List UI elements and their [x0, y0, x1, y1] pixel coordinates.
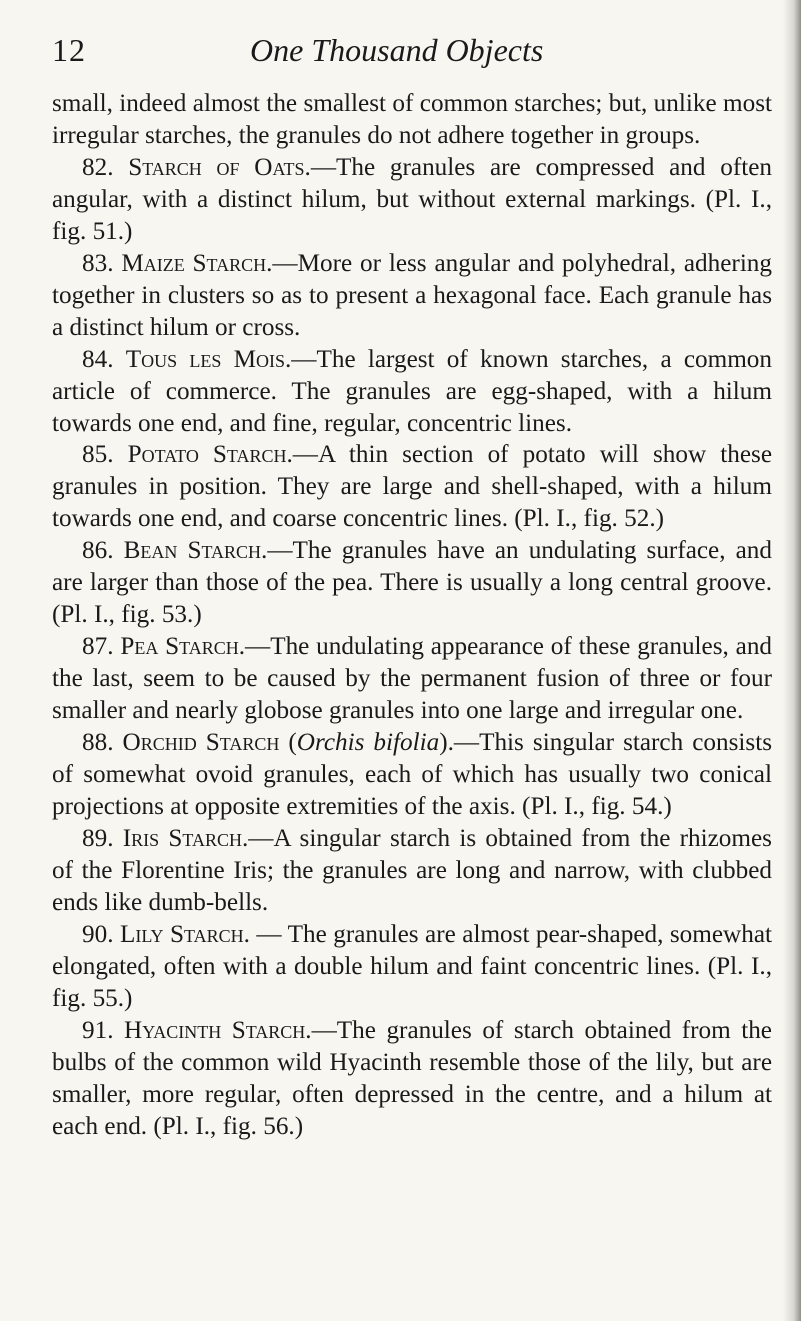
paragraph [52, 727, 772, 823]
paragraph [52, 248, 772, 344]
paragraph-text: .—The granules are compressed and often angular, with a distinct hilum, but without external markings. (Pl. I., fig. 51.) [52, 153, 772, 245]
paragraph-text: .—A thin section of potato will show these granules in position. They are large and shell-shaped, with a hilum towards one end, and coarse concentric lines. (Pl. I., fig. 52.) [52, 441, 772, 533]
paragraph-text: 86. [82, 537, 124, 565]
paragraph-text: .—A singular starch is obtained from the rhizomes of the Florentine Iris; the granules are long and narrow, with clubbed ends like dumb-bells. [52, 824, 772, 916]
paragraph-text: . — The granules are almost pear-shaped, somewhat elongated, often with a double hilum and faint concentric lines. (Pl. I., fig. 55.) [52, 920, 773, 1012]
paragraph [52, 152, 772, 248]
entry-heading: Iris Starch [122, 824, 242, 852]
paragraph [52, 88, 772, 152]
paragraph-text: .—More or less angular and polyhedral, adhering together in clusters so as to present a hexagonal face. Each granule has a distinct hilum or cross. [52, 249, 772, 341]
paragraph [52, 535, 772, 631]
paragraph-text: .—The undulating appearance of these granules, and the last, seem to be caused by the permanent fusion of three or four smaller and nearly globose granules into one large and irregular one. [52, 633, 773, 725]
page-edge-shadow [783, 0, 801, 1321]
paragraph-text: ( [279, 729, 297, 757]
paragraph-text: small, indeed almost the smallest of common starches; but, unlike most irregular starches, the granules do not adhere together in groups. [52, 90, 772, 149]
paragraph-text: .—The granules of starch obtained from the bulbs of the common wild Hyacinth resemble those of the lily, but are smaller, more regular, often depressed in the centre, and a hilum at each end. (Pl. I., fig. 56.) [52, 1016, 772, 1140]
paragraph-text: .—The largest of known starches, a common article of commerce. The granules are egg-shaped, with a hilum towards one end, and fine, regular, concentric lines. [52, 345, 772, 437]
entry-heading: Starch of Oats [128, 153, 305, 181]
paragraph-text: 90. [82, 920, 120, 948]
entry-heading: Potato Starch [127, 441, 287, 469]
body-text [52, 88, 772, 1142]
paragraph [52, 919, 772, 1015]
paragraph [52, 631, 772, 727]
entry-heading: Hyacinth Starch [124, 1016, 306, 1044]
paragraph-text: 82. [82, 153, 129, 181]
paragraph-text: 84. [82, 345, 126, 373]
paragraph [52, 344, 772, 440]
page-number: 12 [52, 32, 86, 68]
paragraph [52, 823, 772, 919]
paragraph-text: .—The granules have an undulating surface, and are larger than those of the pea. There is usually a long central groove. (Pl. I., fig. 53.) [52, 537, 772, 629]
paragraph-text: 85. [82, 441, 128, 469]
paragraph [52, 439, 772, 535]
paragraph-text: 88. [82, 729, 123, 757]
entry-heading: Lily Starch [119, 920, 244, 948]
entry-heading: Pea Starch [120, 633, 239, 661]
entry-heading: Orchid Starch [122, 729, 280, 757]
italic-term: Orchis bifolia [296, 729, 440, 757]
paragraph-text: 83. [82, 249, 122, 277]
running-title: One Thousand Objects [250, 32, 544, 68]
entry-heading: Tous les Mois [125, 345, 285, 373]
paragraph-text: 87. [82, 633, 121, 661]
paragraph [52, 1015, 772, 1143]
paragraph-text: 91. [82, 1016, 125, 1044]
page-header [52, 22, 772, 82]
entry-heading: Bean Starch [123, 537, 262, 565]
paragraph-text: 89. [82, 824, 123, 852]
entry-heading: Maize Starch [121, 249, 267, 277]
paragraph-text: ).—This singular starch consists of somewhat ovoid granules, each of which has usually two conical projections at opposite extremities of the axis. (Pl. I., fig. 54.) [52, 729, 773, 820]
